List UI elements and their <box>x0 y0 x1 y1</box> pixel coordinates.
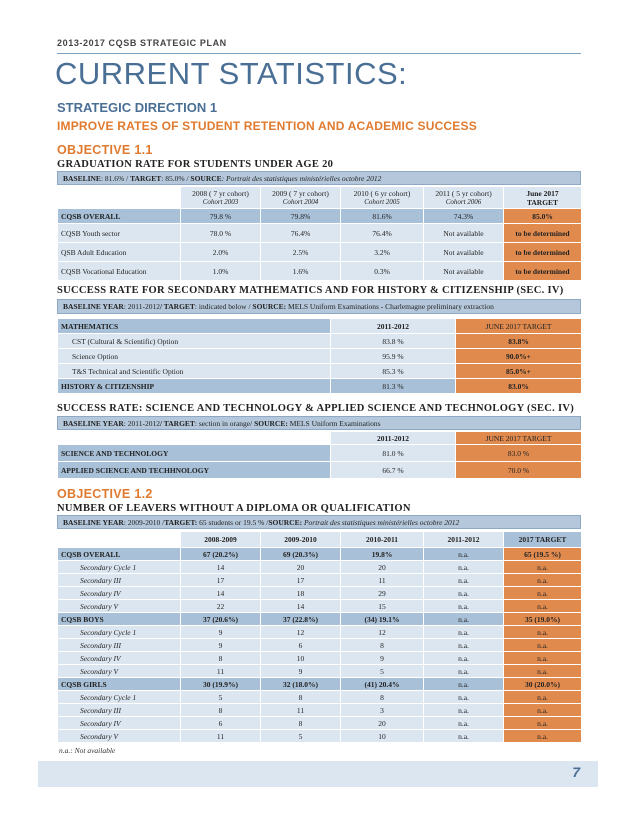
row-label: Science Option <box>58 349 331 364</box>
target-label: / TARGET <box>159 419 195 428</box>
table-row <box>58 626 582 639</box>
cell: 3.2% <box>341 243 424 262</box>
col-header-target: JUNE 2017 TARGET <box>456 432 582 445</box>
cell: 14 <box>181 561 261 574</box>
target-cell: n.a. <box>504 652 582 665</box>
leavers-baseline-bar <box>57 515 581 529</box>
grad-col-target: TARGET <box>526 197 559 207</box>
row-label: Secondary III <box>58 639 181 652</box>
science-header-row <box>58 432 582 445</box>
cell: 9 <box>181 626 261 639</box>
grad-col-header <box>261 187 341 209</box>
table-row <box>58 561 582 574</box>
baseline-label: BASELINE YEAR <box>63 302 124 311</box>
row-label: Secondary Cycle 1 <box>58 561 181 574</box>
source-value: MELS Uniform Examinations <box>287 419 381 428</box>
cell: 9 <box>181 639 261 652</box>
table-row <box>58 334 582 349</box>
target-label: TARGET: <box>164 518 198 527</box>
row-label: HISTORY & CITIZENSHIP <box>58 379 331 394</box>
target-cell: n.a. <box>504 587 582 600</box>
table-row <box>58 678 582 691</box>
cell: 10 <box>341 730 424 743</box>
cell: Not available <box>424 224 504 243</box>
target-cell: 85.0% <box>504 209 582 224</box>
source-value: MELS Uniform Examinations - Charlemagne preliminary extraction <box>286 302 494 311</box>
cell: n.a. <box>424 626 504 639</box>
table-row <box>58 704 582 717</box>
target-cell: n.a. <box>504 626 582 639</box>
target-cell: 65 (19.5 %) <box>504 548 582 561</box>
cell: 11 <box>181 665 261 678</box>
cell: 37 (22.8%) <box>261 613 341 626</box>
cell: 8 <box>181 652 261 665</box>
page-title: CURRENT STATISTICS: <box>55 56 408 91</box>
source-label: SOURCE: <box>254 419 288 428</box>
row-label: T&S Technical and Scientific Option <box>58 364 331 379</box>
row-label: Secondary Cycle 1 <box>58 691 181 704</box>
target-cell: 70.0 % <box>456 462 582 479</box>
target-label: TARGET <box>130 174 162 183</box>
cell: 14 <box>261 600 341 613</box>
row-label: Secondary III <box>58 704 181 717</box>
page-number: 7 <box>572 764 580 780</box>
table-row <box>58 717 582 730</box>
cell: n.a. <box>424 665 504 678</box>
graduation-header-row <box>58 187 582 209</box>
cell: n.a. <box>424 717 504 730</box>
objective-1-1-heading: OBJECTIVE 1.1 <box>57 143 153 157</box>
baseline-label: BASELINE <box>63 174 101 183</box>
grad-col-year: 2008 ( 7 yr cohort) <box>192 189 249 198</box>
cell: 11 <box>341 574 424 587</box>
source-value: : Portrait des statistiques ministérielles octobre 2012 <box>221 174 382 183</box>
cell: 79.8 % <box>181 209 261 224</box>
grad-col-year: June 2017 <box>526 188 559 198</box>
row-label: CQSB BOYS <box>58 613 181 626</box>
table-row <box>58 613 582 626</box>
cell: 10 <box>261 652 341 665</box>
row-label: Secondary V <box>58 665 181 678</box>
strategic-direction-heading: STRATEGIC DIRECTION 1 <box>57 100 218 115</box>
target-cell: n.a. <box>504 639 582 652</box>
cell: n.a. <box>424 548 504 561</box>
baseline-label: BASELINE YEAR <box>63 419 124 428</box>
baseline-value: : 2011-2012 <box>123 302 160 311</box>
table-row <box>58 652 582 665</box>
cell: 76.4% <box>341 224 424 243</box>
table-row <box>58 379 582 394</box>
science-baseline-bar <box>57 416 581 430</box>
cell: 79.8% <box>261 209 341 224</box>
grad-col-year: 2011 ( 5 yr cohort) <box>435 189 492 198</box>
graduation-rate-title: GRADUATION RATE FOR STUDENTS UNDER AGE 20 <box>57 159 334 170</box>
cell: 11 <box>261 704 341 717</box>
cell: Not available <box>424 243 504 262</box>
grad-col-header <box>341 187 424 209</box>
cell: 20 <box>261 561 341 574</box>
cell: n.a. <box>424 704 504 717</box>
col-header: 2010-2011 <box>341 532 424 548</box>
grad-col-header <box>424 187 504 209</box>
target-cell: n.a. <box>504 600 582 613</box>
cell: 6 <box>181 717 261 730</box>
target-cell: n.a. <box>504 691 582 704</box>
cell: 8 <box>261 691 341 704</box>
direction-description: IMPROVE RATES OF STUDENT RETENTION AND ACADEMIC SUCCESS <box>57 119 477 133</box>
row-label: Secondary IV <box>58 652 181 665</box>
row-label: Secondary IV <box>58 587 181 600</box>
baseline-value: : 2011-2012 <box>123 419 160 428</box>
target-value: : indicated below / <box>194 302 253 311</box>
source-value: Portrait des statistiques ministérielles octobre 2012 <box>302 518 460 527</box>
cell: 5 <box>341 665 424 678</box>
table-row <box>58 445 582 462</box>
source-label: SOURCE <box>190 174 222 183</box>
grad-col-cohort: Cohort 2004 <box>282 198 319 206</box>
cell: 8 <box>341 691 424 704</box>
col-header: 2008-2009 <box>181 532 261 548</box>
cell: (41) 20.4% <box>341 678 424 691</box>
row-label: Secondary IV <box>58 717 181 730</box>
target-cell: 90.0%+ <box>456 349 582 364</box>
grad-col-cohort: Cohort 2005 <box>364 198 400 206</box>
footnote: n.a.: Not available <box>59 746 116 755</box>
source-label: SOURCE: <box>268 518 303 527</box>
cell: 8 <box>181 704 261 717</box>
table-row <box>58 639 582 652</box>
math-success-title: SUCCESS RATE FOR SECONDARY MATHEMATICS AND FOR HISTORY & CITIZENSHIP (SEC. IV) <box>57 285 564 296</box>
cell: n.a. <box>424 678 504 691</box>
table-row <box>58 548 582 561</box>
grad-col-cohort: Cohort 2003 <box>202 198 239 206</box>
cell: 9 <box>341 652 424 665</box>
graduation-rate-table <box>57 186 582 281</box>
table-row <box>58 587 582 600</box>
cell: 20 <box>341 561 424 574</box>
baseline-value: : 2009-2010 / <box>123 518 165 527</box>
leavers-table <box>57 531 582 743</box>
target-cell: n.a. <box>504 561 582 574</box>
cell: 2.0% <box>181 243 261 262</box>
grad-col-cohort: Cohort 2006 <box>445 198 482 206</box>
cell: 19.8% <box>341 548 424 561</box>
cell: n.a. <box>424 639 504 652</box>
leavers-header-row <box>58 532 582 548</box>
col-header-target: 2017 TARGET <box>504 532 582 548</box>
cell: 22 <box>181 600 261 613</box>
target-cell: n.a. <box>504 704 582 717</box>
cell: 20 <box>341 717 424 730</box>
cell: n.a. <box>424 600 504 613</box>
grad-col-header-target <box>504 187 582 209</box>
cell: 83.8 % <box>331 334 456 349</box>
cell: 69 (20.3%) <box>261 548 341 561</box>
cell: 14 <box>181 587 261 600</box>
source-label: SOURCE: <box>252 302 287 311</box>
target-cell: 85.0%+ <box>456 364 582 379</box>
row-label: CQSB GIRLS <box>58 678 181 691</box>
target-cell: 35 (19.0%) <box>504 613 582 626</box>
grad-col-year: 2010 ( 6 yr cohort) <box>353 189 411 198</box>
math-baseline-bar <box>57 299 581 314</box>
cell: 6 <box>261 639 341 652</box>
target-cell: 83.0 % <box>456 445 582 462</box>
row-label: Secondary V <box>58 730 181 743</box>
cell: 2.5% <box>261 243 341 262</box>
row-label: Secondary V <box>58 600 181 613</box>
cell: 15 <box>341 600 424 613</box>
row-label: MATHEMATICS <box>58 319 331 334</box>
table-row <box>58 574 582 587</box>
cell: 17 <box>181 574 261 587</box>
cell: 76.4% <box>261 224 341 243</box>
cell: 67 (20.2%) <box>181 548 261 561</box>
grad-col-year: 2009 ( 7 yr cohort) <box>272 189 329 198</box>
target-value: 65 students or 19.5 % / <box>197 518 269 527</box>
cell: 17 <box>261 574 341 587</box>
table-row <box>58 224 582 243</box>
math-success-table <box>57 318 582 394</box>
header-divider <box>57 53 581 54</box>
cell: 81.3 % <box>331 379 456 394</box>
target-cell: 83.8% <box>456 334 582 349</box>
target-cell: n.a. <box>504 730 582 743</box>
col-header-target: JUNE 2017 TARGET <box>456 319 582 334</box>
target-cell: n.a. <box>504 717 582 730</box>
objective-1-2-heading: OBJECTIVE 1.2 <box>57 487 153 501</box>
row-label: CST (Cultural & Scientific) Option <box>58 334 331 349</box>
graduation-baseline-bar <box>57 171 581 185</box>
col-header: 2009-2010 <box>261 532 341 548</box>
col-header: 2011-2012 <box>424 532 504 548</box>
target-cell: to be determined <box>504 224 582 243</box>
target-cell: to be determined <box>504 262 582 281</box>
cell: n.a. <box>424 561 504 574</box>
science-success-title: SUCCESS RATE: SCIENCE AND TECHNOLOGY & APPLIED SCIENCE AND TECHNOLOGY (SEC. IV) <box>57 403 575 414</box>
cell: 95.9 % <box>331 349 456 364</box>
row-label: CQSB OVERALL <box>58 209 181 224</box>
cell: 11 <box>181 730 261 743</box>
row-label: CQSB OVERALL <box>58 548 181 561</box>
cell: n.a. <box>424 730 504 743</box>
target-cell: 30 (20.0%) <box>504 678 582 691</box>
target-cell: to be determined <box>504 243 582 262</box>
table-row <box>58 462 582 479</box>
cell: 8 <box>341 639 424 652</box>
row-label: SCIENCE AND TECHNOLOGY <box>58 445 331 462</box>
leavers-title: NUMBER OF LEAVERS WITHOUT A DIPLOMA OR QUALIFICATION <box>57 503 411 514</box>
cell: 9 <box>261 665 341 678</box>
row-label: Secondary III <box>58 574 181 587</box>
target-cell: n.a. <box>504 574 582 587</box>
col-header: 2011-2012 <box>331 432 456 445</box>
cell: n.a. <box>424 691 504 704</box>
cell: 85.3 % <box>331 364 456 379</box>
table-row <box>58 209 582 224</box>
cell: n.a. <box>424 574 504 587</box>
cell: 12 <box>261 626 341 639</box>
cell: 66.7 % <box>331 462 456 479</box>
cell: 5 <box>181 691 261 704</box>
row-label: APPLIED SCIENCE AND TECHHNOLOGY <box>58 462 331 479</box>
cell: 5 <box>261 730 341 743</box>
target-cell: n.a. <box>504 665 582 678</box>
document-header: 2013-2017 CQSB STRATEGIC PLAN <box>57 38 227 48</box>
target-value: : 85.0% / <box>161 174 191 183</box>
science-success-table <box>57 431 582 479</box>
table-row <box>58 243 582 262</box>
row-label: Secondary Cycle 1 <box>58 626 181 639</box>
cell: 1.6% <box>261 262 341 281</box>
cell: (34) 19.1% <box>341 613 424 626</box>
cell: 37 (20.6%) <box>181 613 261 626</box>
target-label: / TARGET <box>159 302 195 311</box>
row-label: CQSB Youth sector <box>58 224 181 243</box>
cell: n.a. <box>424 587 504 600</box>
cell: n.a. <box>424 652 504 665</box>
cell: 78.0 % <box>181 224 261 243</box>
table-row <box>58 691 582 704</box>
math-header-row <box>58 319 582 334</box>
cell: 32 (18.0%) <box>261 678 341 691</box>
table-row <box>58 349 582 364</box>
cell: 1.0% <box>181 262 261 281</box>
footer-band <box>38 761 598 787</box>
target-value: : section in orange/ <box>194 419 255 428</box>
cell: 3 <box>341 704 424 717</box>
table-row <box>58 730 582 743</box>
cell: 8 <box>261 717 341 730</box>
col-header: 2011-2012 <box>331 319 456 334</box>
target-cell: 83.0% <box>456 379 582 394</box>
cell: 81.6% <box>341 209 424 224</box>
grad-col-header <box>181 187 261 209</box>
cell: 30 (19.9%) <box>181 678 261 691</box>
cell: 74.3% <box>424 209 504 224</box>
cell: 0.3% <box>341 262 424 281</box>
table-row <box>58 364 582 379</box>
cell: Not available <box>424 262 504 281</box>
cell: n.a. <box>424 613 504 626</box>
table-row <box>58 665 582 678</box>
table-row <box>58 600 582 613</box>
baseline-value: : 81.6% / <box>100 174 131 183</box>
row-label: QSB Adult Education <box>58 243 181 262</box>
table-row <box>58 262 582 281</box>
row-label: CQSB Vocational Education <box>58 262 181 281</box>
cell: 18 <box>261 587 341 600</box>
baseline-label: BASELINE YEAR <box>63 518 124 527</box>
cell: 12 <box>341 626 424 639</box>
cell: 81.0 % <box>331 445 456 462</box>
cell: 29 <box>341 587 424 600</box>
